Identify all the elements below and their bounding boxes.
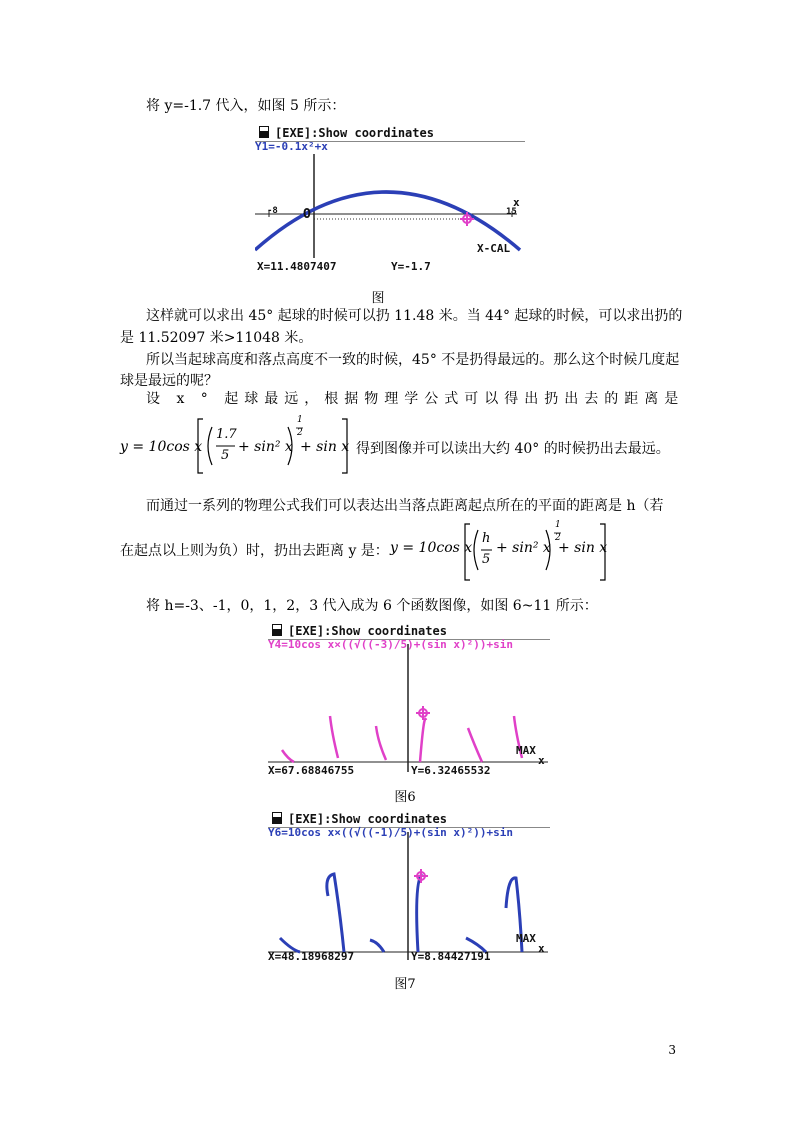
eq2-lhs: y = 10cos x — [390, 540, 473, 556]
mode-label: MAX — [516, 744, 536, 757]
tick-label-right: 15 — [506, 207, 517, 217]
caption-fig7: 图7 — [394, 977, 416, 992]
x-readout: X=11.4807407 — [257, 260, 337, 273]
equation-2 — [390, 520, 615, 584]
mode-label: MAX — [516, 932, 536, 945]
calculator-screen-fig5 — [255, 126, 525, 274]
paragraph-formula-intro: 设 x ° 起球最远，根据物理学公式可以得出扔出去的距离是 — [146, 391, 685, 407]
axis-label-x: x — [538, 942, 545, 955]
eq2-denominator: 5 — [482, 552, 491, 567]
paragraph-question-line1: 所以当起球高度和落点高度不一致的时候，45° 不是扔得最远的。那么这个时候几度起 — [146, 352, 680, 368]
origin-label: O — [303, 207, 311, 222]
eq2-tail: + sin x — [558, 540, 608, 556]
eq1-exp-num: 1 — [297, 415, 303, 425]
axis-label-x: x — [538, 754, 545, 767]
calculator-screen-fig6 — [268, 624, 550, 779]
x-readout: X=48.18968297 — [268, 950, 355, 963]
eq2-exp-den: 2 — [555, 533, 561, 543]
eq1-denominator: 5 — [221, 448, 230, 463]
paragraph-height-line1: 而通过一系列的物理公式我们可以表达出当落点距离起点所在的平面的距离是 h（若 — [146, 498, 664, 514]
function-label: Y4=10cos x×((√((-3)/5)+(sin x)²))+sin — [268, 638, 514, 651]
screen-header: [EXE]:Show coordinates — [255, 126, 525, 142]
paragraph-result-line2: 是 11.52097 米>11048 米。 — [120, 330, 313, 346]
tick-label-left: -8 — [267, 206, 278, 216]
y-readout: Y=-1.7 — [391, 260, 431, 273]
paragraph-substitution: 将 h=-3、-1，0，1，2，3 代入成为 6 个函数图像，如图 6~11 所示： — [146, 598, 598, 614]
eq2-sin-term: + sin² x — [496, 540, 551, 556]
y-readout: Y=6.32465532 — [411, 764, 491, 777]
function-label: Y1=-0.1x²+x — [255, 140, 328, 153]
battery-icon — [272, 812, 282, 824]
paragraph-height-line2: 在起点以上则为负）时，扔出去距离 y 是： — [120, 543, 389, 559]
cursor-icon — [414, 869, 428, 883]
caption-fig6: 图6 — [394, 790, 416, 805]
paragraph-result-line1: 这样就可以求出 45° 起球的时候可以扔 11.48 米。当 44° 起球的时候，可以求出扔的 — [146, 308, 683, 324]
function-label: Y6=10cos x×((√((-1)/5)+(sin x)²))+sin — [268, 826, 514, 839]
mode-label: X-CAL — [477, 242, 511, 255]
caption-fig5: 图 — [371, 291, 385, 306]
x-readout: X=67.68846755 — [268, 764, 355, 777]
eq1-tail: + sin x — [300, 439, 350, 455]
cursor-icon — [416, 706, 430, 720]
calculator-screen-fig7 — [268, 812, 550, 967]
battery-icon — [259, 126, 269, 138]
axis-label-x: x — [513, 196, 520, 209]
paragraph-question-line2: 球是最远的呢？ — [120, 373, 218, 389]
y-readout: Y=8.84427191 — [411, 950, 491, 963]
eq1-sin-term: + sin² x — [238, 439, 293, 455]
battery-icon — [272, 624, 282, 636]
paragraph-formula-result: 得到图像并可以读出大约 40° 的时候扔出去最远。 — [356, 441, 670, 457]
curve-branches — [282, 716, 522, 762]
equation-1 — [120, 415, 355, 479]
eq2-exp-num: 1 — [555, 520, 561, 530]
eq1-exp-den: 2 — [297, 428, 303, 438]
screen-header: [EXE]:Show coordinates — [268, 624, 550, 640]
eq1-numerator: 1.7 — [216, 427, 237, 442]
page-number: 3 — [668, 1043, 676, 1057]
curve-branches — [280, 874, 522, 952]
paragraph-intro: 将 y=-1.7 代入，如图 5 所示： — [146, 98, 346, 114]
screen-header: [EXE]:Show coordinates — [268, 812, 550, 828]
eq1-lhs: y = 10cos x — [120, 439, 203, 455]
eq2-numerator: h — [482, 531, 491, 546]
